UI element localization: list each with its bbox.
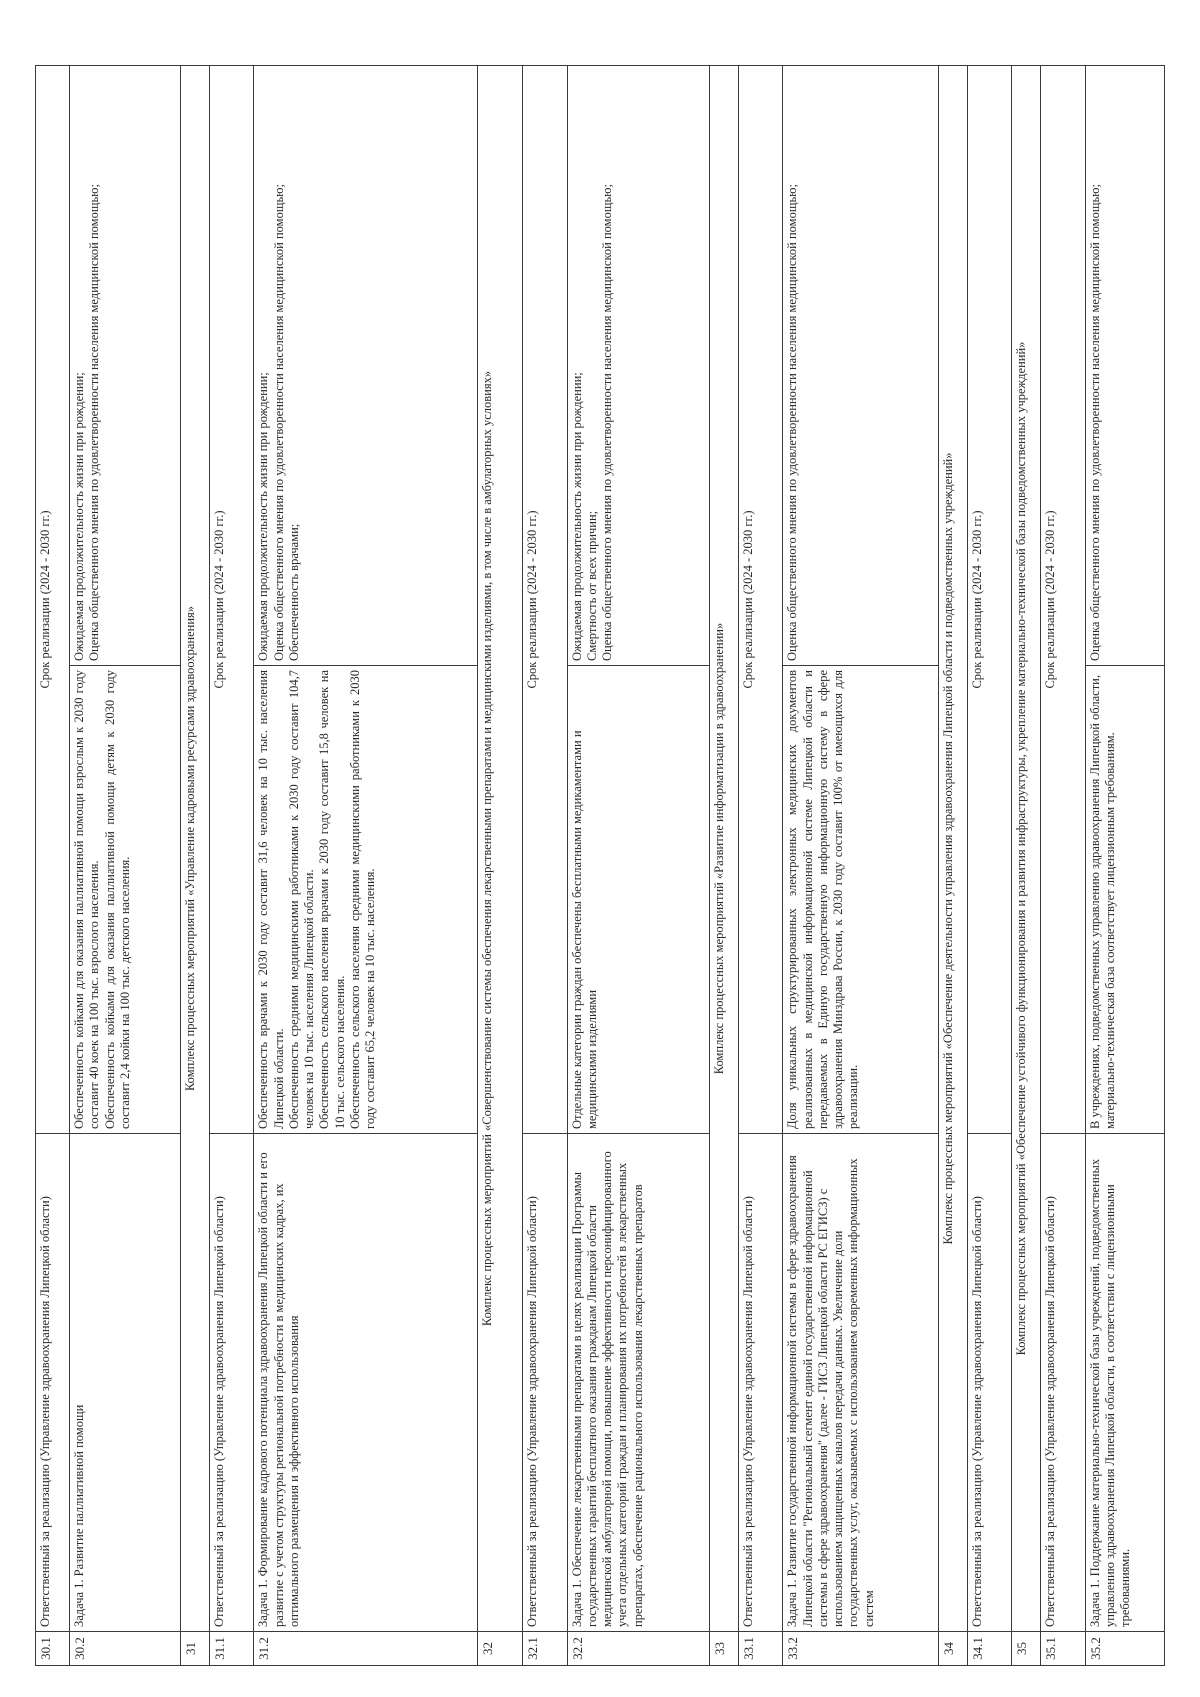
result-line: Обеспеченность койками для оказания паллиативной помощи детям к 2030 году составит 2,4 койки на 100 тыс. детского населения. [102, 670, 132, 1129]
term-cell: Срок реализации (2024 - 2030 гг.) [209, 66, 254, 1134]
indicators-cell [254, 66, 478, 666]
row-number: 33.2 [783, 1632, 938, 1666]
term-cell: Срок реализации (2024 - 2030 гг.) [522, 66, 567, 1134]
table-row [738, 66, 783, 1666]
row-number: 32.1 [522, 1632, 567, 1666]
section-title: Комплекс процессных мероприятий «Обеспечение устойчивого функционирования и развития инфраструктуры, укрепление материально-технической базы подведомственных учреждений» [1012, 66, 1041, 1632]
indicators-cell [70, 66, 181, 666]
table-row [209, 66, 254, 1666]
row-number: 35.2 [1085, 1632, 1164, 1666]
row-number: 31.1 [209, 1632, 254, 1666]
table-row [1012, 66, 1041, 1666]
result-line: Обеспеченность средними медицинскими работниками к 2030 году составит 104,7 человек на 10 тыс. населения Липецкой области. [286, 670, 317, 1129]
row-number: 32 [478, 1632, 523, 1666]
term-cell: Срок реализации (2024 - 2030 гг.) [36, 66, 70, 1134]
table-row [1085, 66, 1164, 1666]
row-number: 31.2 [254, 1632, 478, 1666]
indicator-line: Оценка общественного мнения по удовлетворенности населения медицинской помощью; [271, 184, 286, 661]
table-row [36, 66, 70, 1666]
row-number: 34.1 [967, 1632, 1012, 1666]
responsible-cell: Ответственный за реализацию (Управление здравоохранения Липецкой области) [1041, 1134, 1086, 1632]
indicator-line: Оценка общественного мнения по удовлетворенности населения медицинской помощью; [785, 184, 800, 661]
indicator-line: Оценка общественного мнения по удовлетворенности населения медицинской помощью; [1087, 184, 1102, 661]
row-number: 32.2 [567, 1632, 709, 1666]
table-row [254, 66, 478, 1666]
term-cell: Срок реализации (2024 - 2030 гг.) [738, 66, 783, 1134]
row-number: 35.1 [1041, 1632, 1086, 1666]
result-line: Обеспеченность сельского населения врачами к 2030 году составит 15,8 человек на 10 тыс. сельского населения. [317, 670, 347, 1129]
responsible-cell: Ответственный за реализацию (Управление здравоохранения Липецкой области) [522, 1134, 567, 1632]
indicator-line: Оценка общественного мнения по удовлетворенности населения медицинской помощью; [600, 184, 615, 661]
results-cell [567, 666, 709, 1134]
table-row [783, 66, 938, 1666]
results-cell [1085, 666, 1164, 1134]
rotated-page [35, 66, 1165, 1666]
row-number: 34 [938, 1632, 967, 1666]
table-row [1041, 66, 1086, 1666]
result-line: Обеспеченность врачами к 2030 году составит 31,6 человек на 10 тыс. населения Липецкой области. [256, 670, 286, 1129]
term-cell: Срок реализации (2024 - 2030 гг.) [967, 66, 1012, 1134]
task-cell: Задача 1. Поддержание материально-технической базы учреждений, подведомственных управлению здравоохранения Липецкой области, в соответствии с лицензионными требованиями. [1085, 1134, 1164, 1632]
table-row [967, 66, 1012, 1666]
indicator-line: Смертность от всех причин; [584, 510, 599, 661]
table-row [180, 66, 209, 1666]
table-row [938, 66, 967, 1666]
program-table [35, 65, 1165, 1666]
task-cell: Задача 1. Развитие паллиативной помощи [70, 1134, 181, 1632]
results-cell [70, 666, 181, 1134]
row-number: 33 [709, 1632, 738, 1666]
results-cell [254, 666, 478, 1134]
table-row [478, 66, 523, 1666]
table-row [70, 66, 181, 1666]
result-line: Обеспеченность сельского населения средними медицинскими работниками к 2030 году составит 65,2 человек на 10 тыс. населения. [347, 670, 378, 1129]
indicators-cell [567, 66, 709, 666]
responsible-cell: Ответственный за реализацию (Управление здравоохранения Липецкой области) [967, 1134, 1012, 1632]
table-row [709, 66, 738, 1666]
indicators-cell [1085, 66, 1164, 666]
indicator-line: Ожидаемая продолжительность жизни при рождении; [569, 372, 584, 661]
result-line: В учреждениях, подведомственных управлению здравоохранения Липецкой области, материально-техническая база соответствует лицензионным требованиям. [1087, 675, 1118, 1129]
section-title: Комплекс процессных мероприятий «Совершенствование системы обеспечения лекарственными препаратами и медицинскими изделиями, в том числе в амбулаторных условиях» [478, 66, 523, 1632]
indicator-line: Ожидаемая продолжительность жизни при рождении; [256, 372, 271, 661]
indicators-cell [783, 66, 938, 666]
row-number: 30.2 [70, 1632, 181, 1666]
responsible-cell: Ответственный за реализацию (Управление здравоохранения Липецкой области) [738, 1134, 783, 1632]
results-cell [783, 666, 938, 1134]
row-number: 35 [1012, 1632, 1041, 1666]
section-title: Комплекс процессных мероприятий «Развитие информатизации в здравоохранении» [709, 66, 738, 1632]
responsible-cell: Ответственный за реализацию (Управление здравоохранения Липецкой области) [36, 1134, 70, 1632]
table-row [522, 66, 567, 1666]
indicator-line: Обеспеченность врачами; [286, 523, 301, 661]
result-line: Отдельные категории граждан обеспечены бесплатными медикаментами и медицинскими изделиями [569, 730, 599, 1129]
task-cell: Задача 1. Обеспечение лекарственными препаратами в целях реализации Программы государственных гарантий бесплатного оказания гражданам Липецкой области медицинской амбулаторной помощи, повышение эффективности персонифицированного учета отдельных категорий граждан и планирования их потребностей в лекарственных препаратах, обеспечение рационального использования лекарственных препаратов [567, 1134, 709, 1632]
indicator-line: Оценка общественного мнения по удовлетворенности населения медицинской помощью; [87, 184, 102, 661]
section-title: Комплекс процессных мероприятий «Управление кадровыми ресурсами здравоохранения» [180, 66, 209, 1632]
row-number: 33.1 [738, 1632, 783, 1666]
term-cell: Срок реализации (2024 - 2030 гг.) [1041, 66, 1086, 1134]
indicator-line: Ожидаемая продолжительность жизни при рождении; [72, 372, 87, 661]
row-number: 30.1 [36, 1632, 70, 1666]
task-cell: Задача 1. Формирование кадрового потенциала здравоохранения Липецкой области и его развитие с учетом структуры региональной потребности в медицинских кадрах, их оптимального размещения и эффективного использования [254, 1134, 478, 1632]
result-line: Обеспеченность койками для оказания паллиативной помощи взрослым к 2030 году составит 40 коек на 100 тыс. взрослого населения. [72, 670, 102, 1129]
table-row [567, 66, 709, 1666]
responsible-cell: Ответственный за реализацию (Управление здравоохранения Липецкой области) [209, 1134, 254, 1632]
task-cell: Задача 1. Развитие государственной информационной системы в сфере здравоохранения Липецкой области "Региональный сегмент единой государственной информационной системы в сфере здравоохранения" (далее - ГИСЗ Липецкой области РС ЕГИСЗ) с использованием защищенных каналов передачи данных. Увеличение доли государственных услуг, оказываемых с использованием современных информационных систем [783, 1134, 938, 1632]
result-line: Доля уникальных структурированных электронных медицинских документов реализованных в медицинской информационной системе Липецкой области и передаваемых в Единую государственную информационную систему в сфере здравоохранения Минздрава России, к 2030 году составит 100% от имеющихся для реализации. [785, 670, 861, 1129]
section-title: Комплекс процессных мероприятий «Обеспечение деятельности управления здравоохранения Липецкой области и подведомственных учреждений» [938, 66, 967, 1632]
row-number: 31 [180, 1632, 209, 1666]
